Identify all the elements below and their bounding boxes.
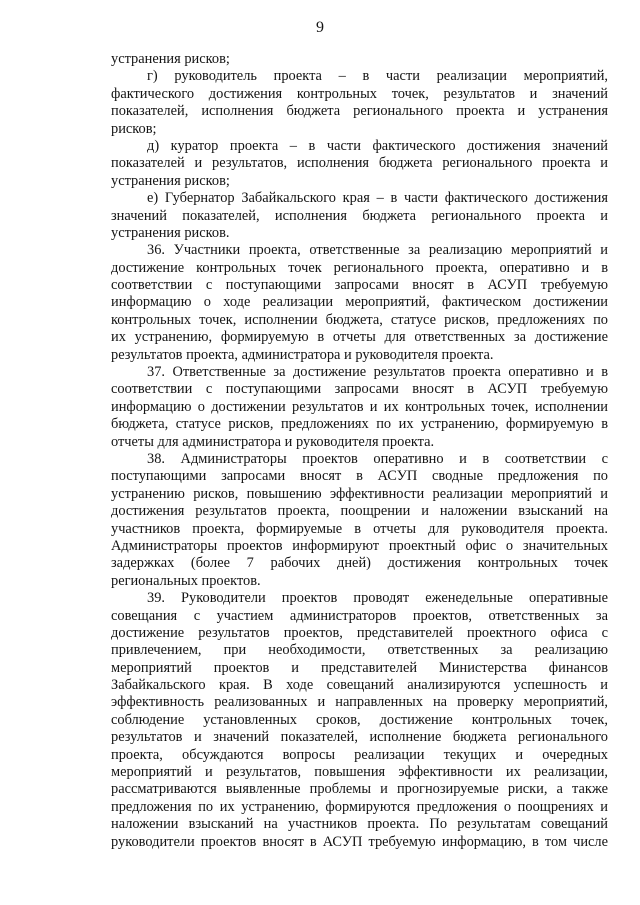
text-line: мероприятий проектов и представителей Министерства финансов xyxy=(111,659,608,676)
text-line: Администраторы проектов информируют проектный офис о значительных xyxy=(111,537,608,554)
text-line: е) Губернатор Забайкальского края – в части фактического достижения xyxy=(147,190,608,207)
text-line: соответствии с поступающими запросами вносят в АСУП требуемую xyxy=(111,381,608,398)
text-line: Забайкальского края. В ходе совещаний анализируются успешность и xyxy=(111,677,608,694)
text-line: их устранению, формируемую в отчеты для ответственных за достижение xyxy=(111,329,608,346)
text-line: 38. Администраторы проектов оперативно и в соответствии с xyxy=(147,450,608,467)
document-body xyxy=(111,51,608,851)
text-line: показателей, исполнения бюджета регионального проекта и устранения xyxy=(111,103,608,120)
text-line: отчеты для администратора и руководителя проекта. xyxy=(111,433,435,450)
text-line: устранения рисков. xyxy=(111,224,230,241)
text-line: задержках (более 7 рабочих дней) достижения контрольных точек xyxy=(111,555,608,572)
text-line: устранения рисков; xyxy=(111,51,230,67)
text-line: достижения результатов проекта, поощрении и наложении взысканий на xyxy=(111,503,608,520)
text-line: предложения по их устранению, формируются предложения о поощрениях и xyxy=(111,798,608,815)
text-line: 37. Ответственные за достижение результатов проекта оперативно и в xyxy=(147,364,608,381)
text-line: показателей и результатов, исполнения бюджета регионального проекта и xyxy=(111,155,608,172)
text-line: бюджета, статусе рисков, предложениях по их устранению, формируемую в xyxy=(111,416,608,433)
text-line: рисков; xyxy=(111,120,157,137)
text-line: руководители проектов вносят в АСУП требуемую информацию, в том числе xyxy=(111,833,608,850)
text-line: результатов и значений показателей, исполнение бюджета регионального xyxy=(111,729,608,746)
text-line: д) куратор проекта – в части фактического достижения значений xyxy=(147,137,608,154)
text-line: устранению рисков, повышению эффективности реализации мероприятий и xyxy=(111,485,608,502)
text-line: мероприятий и результатов, повышения эффективности их реализации, xyxy=(111,764,608,781)
text-line: проекта, обсуждаются вопросы реализации текущих и очередных xyxy=(111,746,608,763)
text-line: 36. Участники проекта, ответственные за реализацию мероприятий и xyxy=(147,242,608,259)
text-line: соблюдение установленных сроков, достижение контрольных точек, xyxy=(111,711,608,728)
text-line: г) руководитель проекта – в части реализации мероприятий, xyxy=(147,68,608,85)
page-number: 9 xyxy=(316,19,324,36)
text-line: совещания с участием администраторов проектов, ответственных за xyxy=(111,607,608,624)
text-line: достижение результатов проектов, представителей проектного офиса с xyxy=(111,624,608,641)
text-line: соответствии с поступающими запросами вносят в АСУП требуемую xyxy=(111,277,608,294)
text-line: контрольных точек, исполнении бюджета, статусе рисков, предложениях по xyxy=(111,311,608,328)
text-line: привлечением, при необходимости, ответственных за реализацию xyxy=(111,642,608,659)
text-line: достижение контрольных точек регионального проекта, оперативно и в xyxy=(111,259,608,276)
text-line: рассматриваются выявленные проблемы и прогнозируемые риски, а также xyxy=(111,781,608,798)
text-line: 39. Руководители проектов проводят еженедельные оперативные xyxy=(147,590,608,607)
text-line: информацию о достижении результатов и их контрольных точек, исполнении xyxy=(111,398,608,415)
text-line: участников проекта, формируемые в отчеты для руководителя проекта. xyxy=(111,520,608,537)
text-line: наложении взысканий на участников проекта. По результатам совещаний xyxy=(111,816,608,833)
text-line: результатов проекта, администратора и руководителя проекта. xyxy=(111,346,494,363)
text-line: региональных проектов. xyxy=(111,572,261,589)
text-line: фактического достижения контрольных точек, результатов и значений xyxy=(111,85,608,102)
text-line: эффективность реализованных и направленных на проверку мероприятий, xyxy=(111,694,608,711)
text-line: поступающими запросами вносят в АСУП сводные предложения по xyxy=(111,468,608,485)
text-line: информацию о ходе реализации мероприятий, фактическом достижении xyxy=(111,294,608,311)
text-line: значений показателей, исполнения бюджета регионального проекта и xyxy=(111,207,608,224)
text-line: устранения рисков; xyxy=(111,172,230,189)
